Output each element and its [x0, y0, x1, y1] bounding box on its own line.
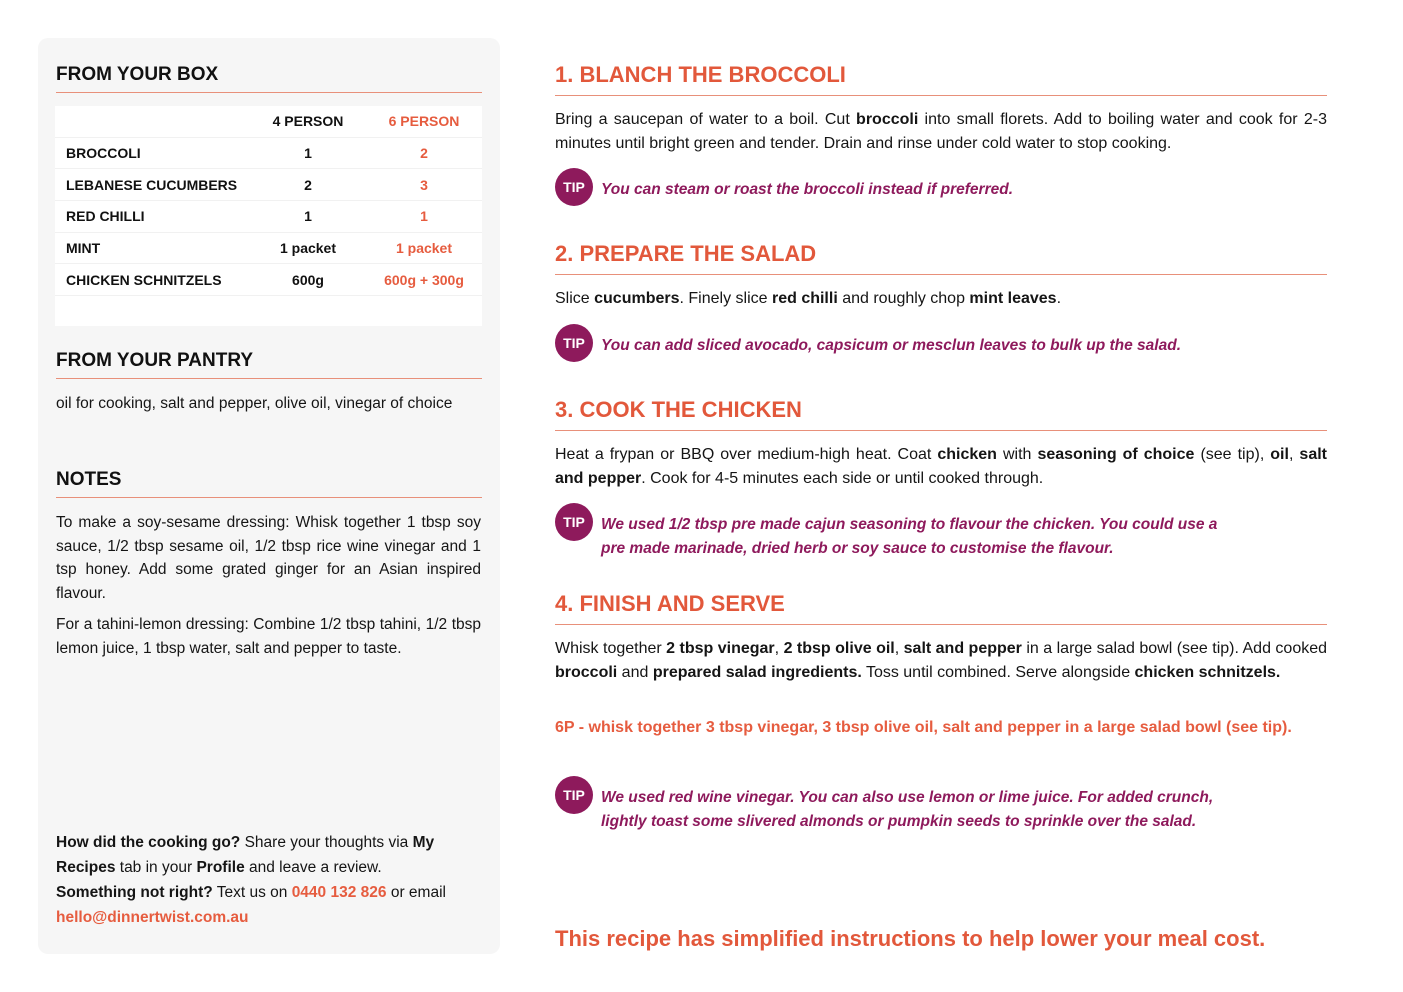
text-segment: into small florets. Add to boiling water and cook for 2-3 minutes until bright green and tender. Drain and rinse under cold water to stop cooking.	[555, 111, 1328, 152]
text-segment: Heat a frypan or BBQ over medium-high heat. Coat	[555, 446, 938, 463]
from-your-box-heading: FROM YOUR BOX	[56, 64, 482, 93]
qty-4p: 2	[304, 176, 312, 193]
ingredient-name: BROCCOLI	[66, 145, 141, 162]
qty-4p: 1	[304, 208, 312, 225]
ingredient-name: CHICKEN SCHNITZELS	[66, 271, 222, 288]
table-row	[55, 169, 482, 201]
tip-line: lightly toast some slivered almonds or pumpkin seeds to sprinkle over the salad.	[601, 812, 1197, 830]
bold-ingredient: chicken	[937, 446, 997, 463]
text-segment: Whisk together	[555, 640, 667, 657]
qty-4p: 1	[304, 145, 312, 162]
tip-badge-icon: TIP	[555, 503, 593, 541]
ingredient-name: MINT	[66, 240, 101, 257]
step-1-body	[555, 108, 1327, 155]
ingredients-table	[55, 106, 482, 326]
step-3-title: 3. COOK THE CHICKEN	[555, 397, 1327, 431]
qty-6p: 2	[420, 145, 428, 162]
step-4-body	[555, 637, 1327, 684]
text-segment: Slice	[555, 290, 595, 307]
tip-badge-icon: TIP	[555, 324, 593, 362]
phone-number-link[interactable]: 0440 132 826	[291, 884, 387, 901]
qty-4p: 600g	[292, 271, 324, 288]
qty-6p: 600g + 300g	[384, 271, 464, 288]
table-row	[55, 138, 482, 170]
bold-ingredient: broccoli	[555, 663, 618, 681]
tip-line: We used red wine vinegar. You can also use lemon or lime juice. For added crunch,	[601, 789, 1214, 806]
tip-badge-icon: TIP	[555, 776, 593, 814]
step-2-body	[555, 287, 1327, 311]
bold-ingredient: seasoning of choice	[1037, 446, 1195, 463]
feedback-question: How did the cooking go?	[56, 834, 241, 851]
from-your-pantry-heading: FROM YOUR PANTRY	[56, 350, 482, 379]
bold-ingredient: chicken schnitzels.	[1134, 663, 1281, 681]
feedback-text-part: Text us on	[212, 884, 292, 901]
text-segment: . Finely slice	[679, 290, 772, 307]
header-6-person: 6 PERSON	[388, 113, 460, 130]
email-link[interactable]: hello@dinnertwist.com.au	[56, 909, 249, 926]
tip-line: We used 1/2 tbsp pre made cajun seasoning to flavour the chicken. You could use a	[601, 516, 1218, 533]
tip-line: pre made marinade, dried herb or soy sauce to customise the flavour.	[601, 539, 1114, 557]
qty-4p: 1 packet	[279, 240, 337, 257]
step-4-title: 4. FINISH AND SERVE	[555, 591, 1327, 625]
feedback-text-part: or email	[386, 884, 446, 901]
tip-text: You can add sliced avocado, capsicum or mesclun leaves to bulk up the salad.	[601, 337, 1182, 354]
table-row	[55, 264, 482, 296]
notes-heading: NOTES	[56, 469, 482, 498]
text-segment: Bring a saucepan of water to a boil. Cut	[555, 111, 857, 128]
bold-ingredient: 2 tbsp olive oil	[783, 640, 895, 657]
bold-ingredient: oil	[1270, 446, 1289, 463]
text-segment: and	[617, 663, 653, 681]
profile-label: Profile	[196, 859, 245, 876]
notes-paragraph: To make a soy-sesame dressing: Whisk together 1 tbsp soy sauce, 1/2 tbsp sesame oil, 1/2 tbsp rice wine vinegar and 1 tsp honey. Add some grated ginger for an Asian inspired flavour.	[56, 514, 481, 602]
tip-text	[601, 513, 1217, 560]
header-4-person: 4 PERSON	[272, 113, 344, 130]
qty-6p: 1	[420, 208, 428, 225]
pantry-text: oil for cooking, salt and pepper, olive oil, vinegar of choice	[56, 395, 453, 412]
feedback-text-part: Share your thoughts via	[240, 834, 413, 851]
table-row	[55, 233, 482, 265]
qty-6p: 3	[420, 176, 428, 193]
ingredient-name: RED CHILLI	[66, 208, 145, 225]
tip-badge-icon: TIP	[555, 168, 593, 206]
step-2-tip	[555, 334, 1315, 362]
bold-ingredient: mint leaves	[969, 290, 1057, 307]
text-segment: ,	[1288, 446, 1300, 463]
text-segment: in a large salad bowl (see tip). Add cooked	[1021, 640, 1328, 657]
feedback-text-part: tab in your	[115, 859, 197, 876]
left-panel	[38, 38, 500, 954]
notes-paragraph: For a tahini-lemon dressing: Combine 1/2 tbsp tahini, 1/2 tbsp lemon juice, 1 tbsp water, salt and pepper to taste.	[56, 616, 481, 657]
text-segment: ,	[774, 640, 784, 657]
bold-ingredient: broccoli	[856, 111, 919, 128]
bold-ingredient: salt and pepper	[903, 640, 1022, 657]
text-segment: with	[996, 446, 1038, 463]
step-1-title: 1. BLANCH THE BROCCOLI	[555, 62, 1327, 96]
bold-ingredient: 2 tbsp vinegar	[666, 640, 775, 657]
simplified-instructions-note: This recipe has simplified instructions to help lower your meal cost.	[555, 926, 1266, 951]
step-3-body	[555, 443, 1327, 490]
issue-question: Something not right?	[56, 884, 213, 901]
my-recipes-label: My Recipes	[56, 834, 435, 876]
step-2-title: 2. PREPARE THE SALAD	[555, 241, 1327, 275]
tip-text	[601, 786, 1213, 833]
step-4-six-person-note: 6P - whisk together 3 tbsp vinegar, 3 tbsp olive oil, salt and pepper in a large salad bowl (see tip).	[555, 719, 1292, 736]
ingredient-name: LEBANESE CUCUMBERS	[66, 176, 238, 193]
step-3-tip	[555, 513, 1315, 560]
qty-6p: 1 packet	[395, 240, 453, 257]
text-segment: . Cook for 4-5 minutes each side or until cooked through.	[641, 469, 1044, 487]
tip-text: You can steam or roast the broccoli instead if preferred.	[601, 181, 1014, 198]
text-segment: (see tip),	[1194, 446, 1271, 463]
bold-ingredient: red chilli	[771, 290, 838, 307]
feedback-text-part: and leave a review.	[244, 859, 382, 876]
text-segment: Toss until combined. Serve alongside	[861, 663, 1135, 681]
table-row	[55, 201, 482, 233]
feedback-text	[56, 830, 486, 930]
bold-ingredient: salt and pepper	[555, 446, 1327, 487]
text-segment: ,	[894, 640, 904, 657]
step-4-tip	[555, 786, 1315, 833]
bold-ingredient: prepared salad ingredients.	[652, 663, 862, 681]
text-segment: and roughly chop	[837, 290, 970, 307]
bold-ingredient: cucumbers	[594, 290, 680, 307]
text-segment: .	[1056, 290, 1062, 307]
table-header-row	[55, 106, 482, 138]
step-1-tip	[555, 178, 1315, 206]
